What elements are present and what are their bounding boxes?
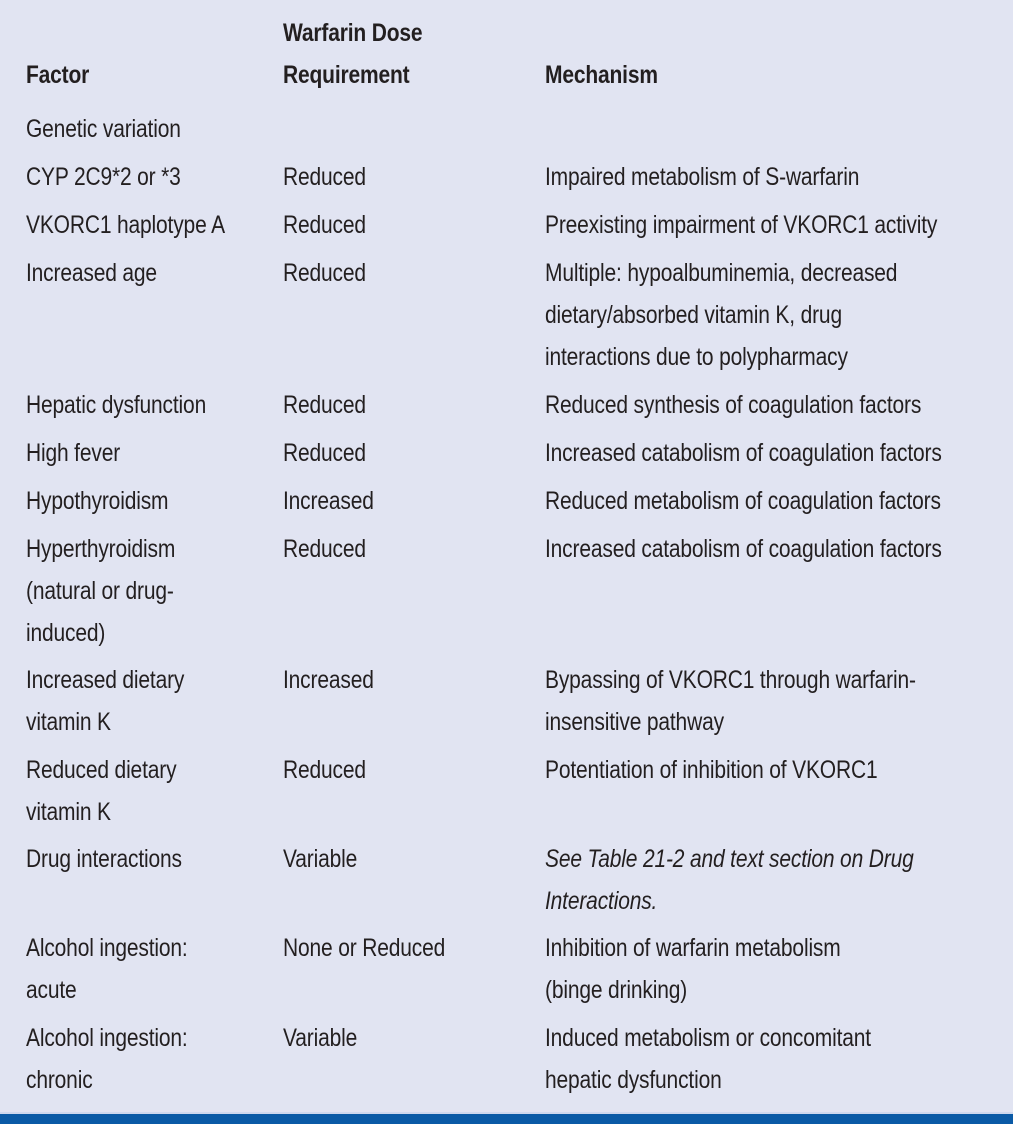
dose-cell: Reduced [283, 439, 366, 467]
factor-cell: Drug interactions [26, 845, 182, 873]
dose-cell: Reduced [283, 211, 366, 239]
factor-cell: VKORC1 haplotype A [26, 211, 225, 239]
mechanism-cell: Multiple: hypoalbuminemia, decreased dietary/absorbed vitamin K, drug interactions due to polypharmacy [545, 259, 898, 371]
mechanism-cell: Bypassing of VKORC1 through warfarin- insensitive pathway [545, 666, 916, 736]
dose-cell: None or Reduced [283, 934, 446, 962]
mechanism-cell: Reduced metabolism of coagulation factors [545, 487, 941, 515]
header-mechanism: Mechanism [545, 61, 658, 89]
mechanism-cell: Preexisting impairment of VKORC1 activity [545, 211, 938, 239]
dose-cell: Reduced [283, 391, 366, 419]
mechanism-cell: Impaired metabolism of S-warfarin [545, 163, 860, 191]
factor-cell: Increased age [26, 259, 157, 287]
bottom-accent-bar [0, 1114, 1013, 1124]
dose-cell: Reduced [283, 535, 366, 563]
dose-cell: Increased [283, 666, 374, 694]
mechanism-cell: Inhibition of warfarin metabolism (binge drinking) [545, 934, 841, 1004]
factor-cell: CYP 2C9*2 or *3 [26, 163, 181, 191]
dose-cell: Reduced [283, 756, 366, 784]
header-factor: Factor [26, 61, 90, 89]
factor-cell: High fever [26, 439, 121, 467]
factor-cell: Hyperthyroidism (natural or drug- induced) [26, 535, 176, 647]
dose-cell: Reduced [283, 259, 366, 287]
mechanism-cell: Induced metabolism or concomitant hepatic dysfunction [545, 1024, 871, 1094]
dose-cell: Variable [283, 1024, 358, 1052]
mechanism-cell: Potentiation of inhibition of VKORC1 [545, 756, 878, 784]
factor-cell: Hepatic dysfunction [26, 391, 207, 419]
factor-cell: Alcohol ingestion: chronic [26, 1024, 188, 1094]
factor-cell: Increased dietary vitamin K [26, 666, 185, 736]
mechanism-cell: Reduced synthesis of coagulation factors [545, 391, 922, 419]
mechanism-cell: Increased catabolism of coagulation factors [545, 535, 942, 563]
factor-cell: Genetic variation [26, 115, 181, 143]
dose-cell: Variable [283, 845, 358, 873]
dose-cell: Increased [283, 487, 374, 515]
header-dose-requirement: Warfarin Dose Requirement [283, 19, 423, 89]
mechanism-cell: See Table 21-2 and text section on Drug Interactions. [545, 845, 914, 915]
factor-cell: Hypothyroidism [26, 487, 169, 515]
factor-cell: Alcohol ingestion: acute [26, 934, 188, 1004]
mechanism-cell: Increased catabolism of coagulation factors [545, 439, 942, 467]
factor-cell: Reduced dietary vitamin K [26, 756, 177, 826]
dose-cell: Reduced [283, 163, 366, 191]
